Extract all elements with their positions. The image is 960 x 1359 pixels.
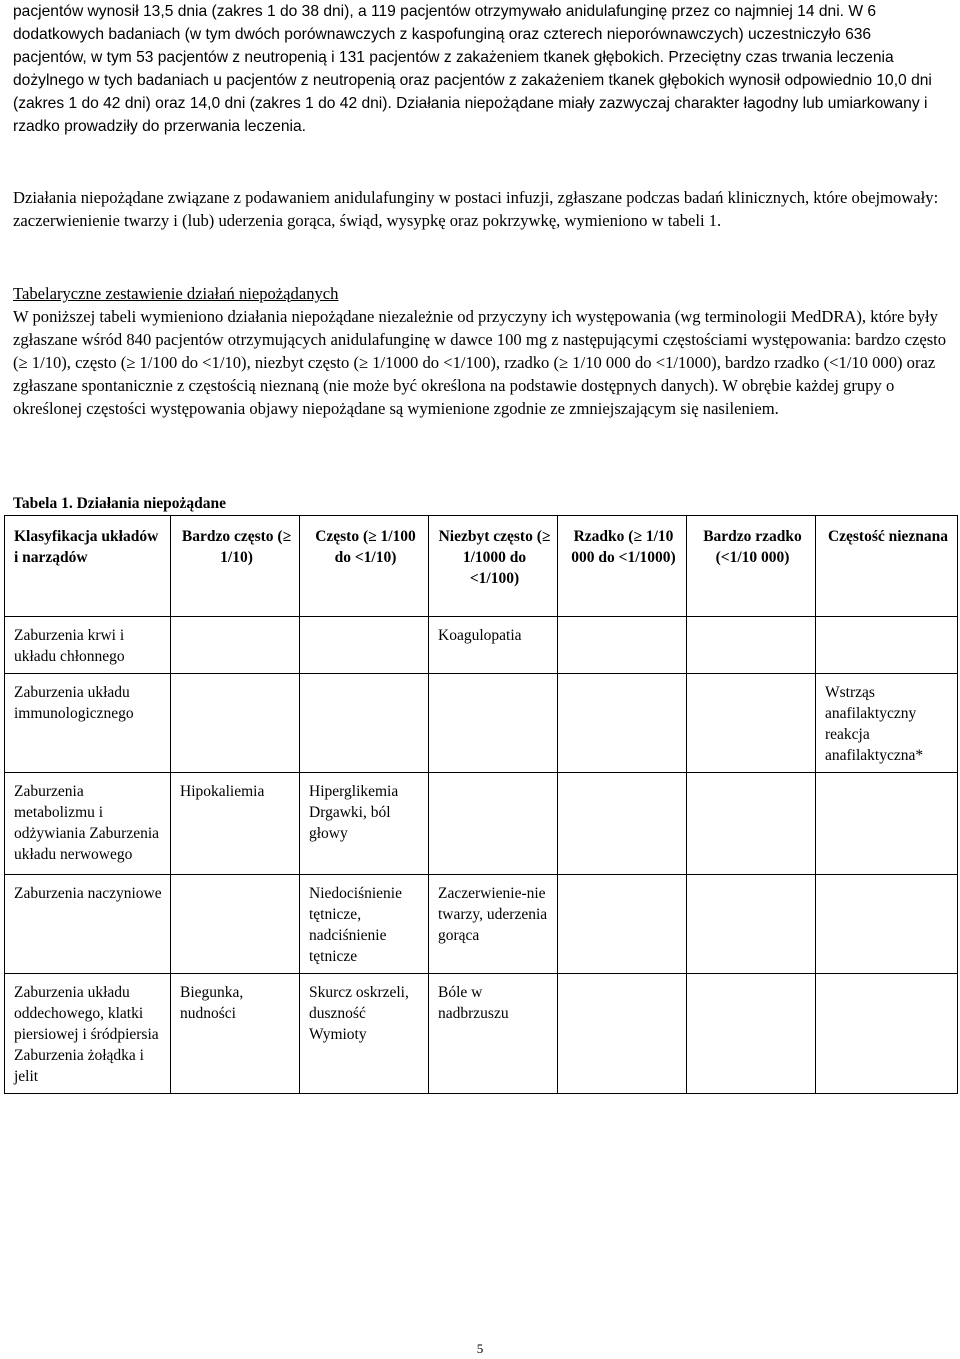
table-row xyxy=(5,617,958,674)
table-cell: Wstrząs anafilaktyczny reakcja anafilaktyczna* xyxy=(816,674,958,773)
table-cell: Bóle w nadbrzuszu xyxy=(429,974,558,1094)
table-cell: Zaburzenia układu oddechowego, klatki piersiowej i śródpiersia Zaburzenia żołądka i jelit xyxy=(5,974,171,1094)
table-cell: Niedociśnienie tętnicze, nadciśnienie tętnicze xyxy=(300,875,429,974)
infusion-paragraph: Działania niepożądane związane z podawaniem anidulafunginy w postaci infuzji, zgłaszane podczas badań klinicznych, które obejmowały: zaczerwienienie twarzy i (lub) uderzenia gorąca, świąd, wysypkę oraz pokrzywkę, wymieniono w tabeli 1. xyxy=(13,188,939,230)
table-cell xyxy=(558,617,687,674)
header-cell: Częstość nieznana xyxy=(816,516,958,617)
table-cell: Biegunka, nudności xyxy=(171,974,300,1094)
adverse-reactions-table xyxy=(4,515,958,1094)
table-cell xyxy=(687,974,816,1094)
table-cell xyxy=(429,773,558,875)
table-cell xyxy=(171,674,300,773)
table-cell xyxy=(816,875,958,974)
table-cell xyxy=(687,773,816,875)
table-row xyxy=(5,875,958,974)
header-cell: Często (≥ 1/100 do <1/10) xyxy=(300,516,429,617)
table-cell xyxy=(816,974,958,1094)
table-cell xyxy=(687,674,816,773)
header-cell: Rzadko (≥ 1/10 000 do <1/1000) xyxy=(558,516,687,617)
table-cell: Hiperglikemia Drgawki, ból głowy xyxy=(300,773,429,875)
table-cell xyxy=(429,674,558,773)
table-cell xyxy=(300,674,429,773)
table-cell: Koagulopatia xyxy=(429,617,558,674)
table-header-row xyxy=(5,516,958,617)
table-cell xyxy=(558,674,687,773)
header-cell: Bardzo często (≥ 1/10) xyxy=(171,516,300,617)
header-cell: Bardzo rzadko (<1/10 000) xyxy=(687,516,816,617)
table-caption: Tabela 1. Działania niepożądane xyxy=(13,495,227,512)
table-row xyxy=(5,974,958,1094)
table-cell: Zaczerwienie-nie twarzy, uderzenia gorąca xyxy=(429,875,558,974)
intro-paragraph: pacjentów wynosił 13,5 dnia (zakres 1 do 38 dni), a 119 pacjentów otrzymywało anidulafunginę przez co najmniej 14 dni. W 6 dodatkowych badaniach (w tym dwóch porównawczych z kaspofunginą oraz czterech nieporównawczych) uczestniczyło 636 pacjentów, w tym 53 pacjentów z neutropenią i 131 pacjentów z zakażeniem tkanek głębokich. Przeciętny czas trwania leczenia dożylnego w tych badaniach u pacjentów z neutropenią oraz pacjentów z zakażeniem tkanek głębokich wynosił odpowiednio 10,0 dni (zakres 1 do 42 dni) oraz 14,0 dni (zakres 1 do 42 dni). Działania niepożądane miały zazwyczaj charakter łagodny lub umiarkowany i rzadko prowadziły do przerwania leczenia. xyxy=(13,3,932,135)
table-row xyxy=(5,773,958,875)
table-cell: Hipokaliemia xyxy=(171,773,300,875)
page-number: 5 xyxy=(476,1341,484,1356)
frequency-paragraph: W poniższej tabeli wymieniono działania niepożądane niezależnie od przyczyny ich występowania (wg terminologii MedDRA), które były zgłaszane wśród 840 pacjentów otrzymujących anidulafunginę w dawce 100 mg z następującymi częstościami występowania: bardzo często (≥ 1/10), często (≥ 1/100 do <1/10), niezbyt często (≥ 1/1000 do <1/100), rzadko (≥ 1/10 000 do <1/1000), bardzo rzadko (<1/10 000) oraz zgłaszane spontanicznie z częstością nieznaną (nie może być określona na podstawie dostępnych danych). W obrębie każdej grupy o określonej częstości występowania objawy niepożądane są wymienione zgodnie ze zmniejszającym się nasileniem. xyxy=(13,307,947,418)
table-cell xyxy=(300,617,429,674)
table-cell: Skurcz oskrzeli, duszność Wymioty xyxy=(300,974,429,1094)
table-row xyxy=(5,674,958,773)
table-cell xyxy=(558,875,687,974)
table-cell xyxy=(816,617,958,674)
section-heading: Tabelaryczne zestawienie działań niepożądanych xyxy=(13,284,339,303)
table-cell xyxy=(171,617,300,674)
table-cell: Zaburzenia krwi i układu chłonnego xyxy=(5,617,171,674)
table-cell xyxy=(816,773,958,875)
table-cell: Zaburzenia metabolizmu i odżywiania Zaburzenia układu nerwowego xyxy=(5,773,171,875)
table-cell: Zaburzenia układu immunologicznego xyxy=(5,674,171,773)
header-cell: Niezbyt często (≥ 1/1000 do <1/100) xyxy=(429,516,558,617)
table-cell xyxy=(687,617,816,674)
table-cell xyxy=(558,974,687,1094)
header-cell: Klasyfikacja układów i narządów xyxy=(5,516,171,617)
table-cell xyxy=(558,773,687,875)
table-cell xyxy=(687,875,816,974)
table-cell: Zaburzenia naczyniowe xyxy=(5,875,171,974)
table-cell xyxy=(171,875,300,974)
